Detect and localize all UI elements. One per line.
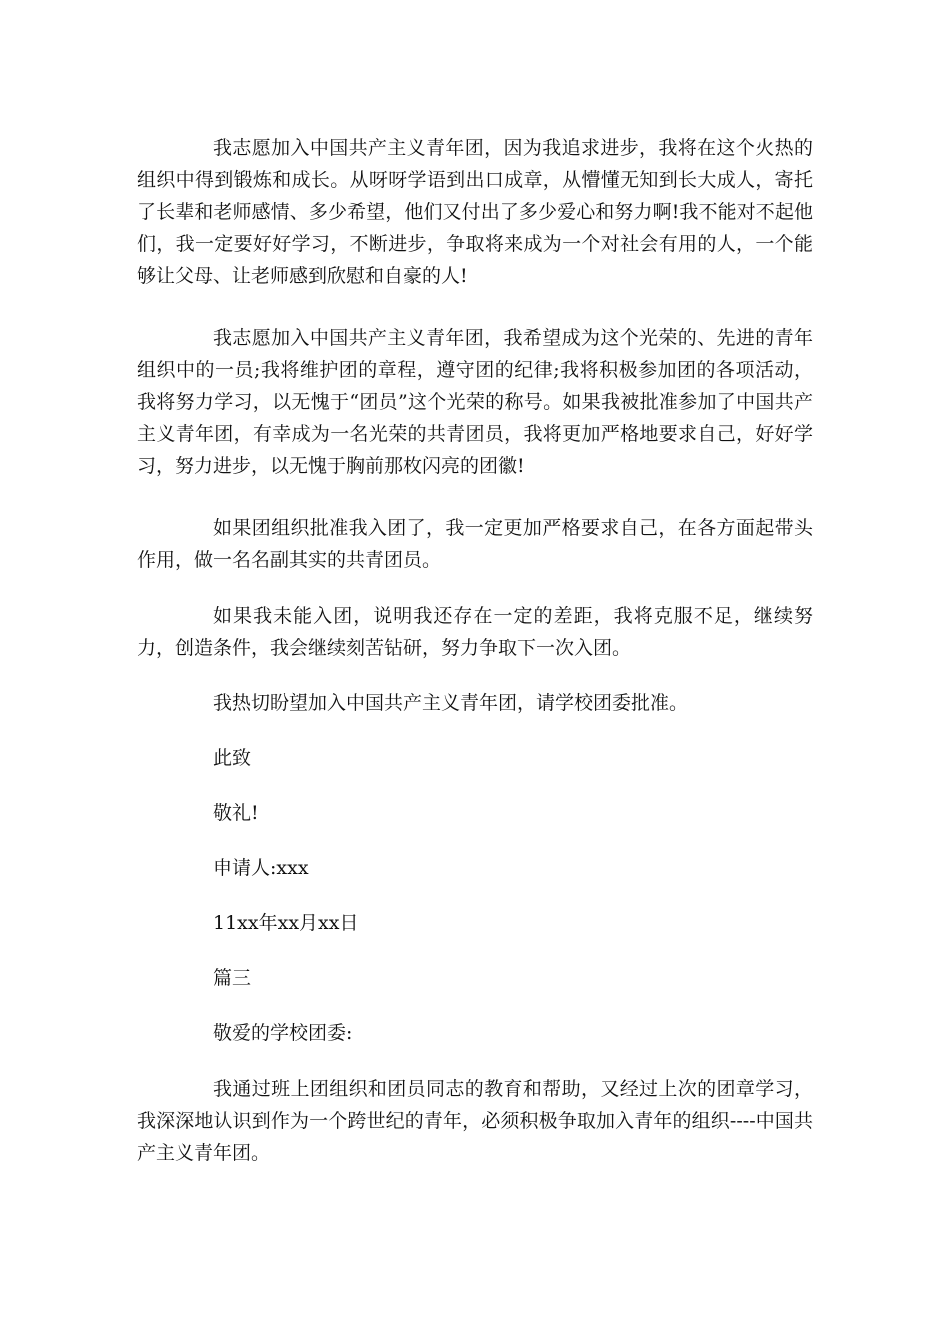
application-date: 11xx年xx月xx日 bbox=[213, 912, 359, 934]
document-body bbox=[137, 132, 813, 1169]
paragraph-section-three-intro: 我通过班上团组织和团员同志的教育和帮助，又经过上次的团章学习，我深深地认识到作为一个跨世纪的青年，必须积极争取加入青年的组织----中国共产主义青年团。 bbox=[137, 1078, 813, 1164]
recipient-line: 敬爱的学校团委: bbox=[213, 1022, 353, 1044]
salutation-line-2: 敬礼! bbox=[213, 802, 259, 824]
paragraph-commitment: 我志愿加入中国共产主义青年团，我希望成为这个光荣的、先进的青年组织中的一员;我将维护团的章程，遵守团的纪律;我将积极参加团的各项活动，我将努力学习，以无愧于“团员”这个光荣的称号。如果我被批准参加了中国共产主义青年团，有幸成为一名光荣的共青团员，我将更加严格地要求自己，好好学习，努力进步，以无愧于胸前那枚闪亮的团徽! bbox=[137, 327, 813, 477]
paragraph-if-approved: 如果团组织批准我入团了，我一定更加严格要求自己，在各方面起带头作用，做一名名副其实的共青团员。 bbox=[137, 517, 813, 571]
paragraph-motivation: 我志愿加入中国共产主义青年团，因为我追求进步，我将在这个火热的组织中得到锻炼和成长。从呀呀学语到出口成章，从懵懂无知到长大成人，寄托了长辈和老师感情、多少希望，他们又付出了多少爱心和努力啊!我不能对不起他们，我一定要好好学习，不断进步，争取将来成为一个对社会有用的人，一个能够让父母、让老师感到欣慰和自豪的人! bbox=[137, 137, 813, 287]
paragraph-if-not-approved: 如果我未能入团，说明我还存在一定的差距，我将克服不足，继续努力，创造条件，我会继续刻苦钻研，努力争取下一次入团。 bbox=[137, 605, 813, 659]
closing-request: 我热切盼望加入中国共产主义青年团，请学校团委批准。 bbox=[213, 692, 689, 714]
applicant-signature: 申请人:xxx bbox=[213, 857, 309, 879]
section-title: 篇三 bbox=[213, 967, 252, 989]
salutation-line-1: 此致 bbox=[213, 747, 252, 769]
